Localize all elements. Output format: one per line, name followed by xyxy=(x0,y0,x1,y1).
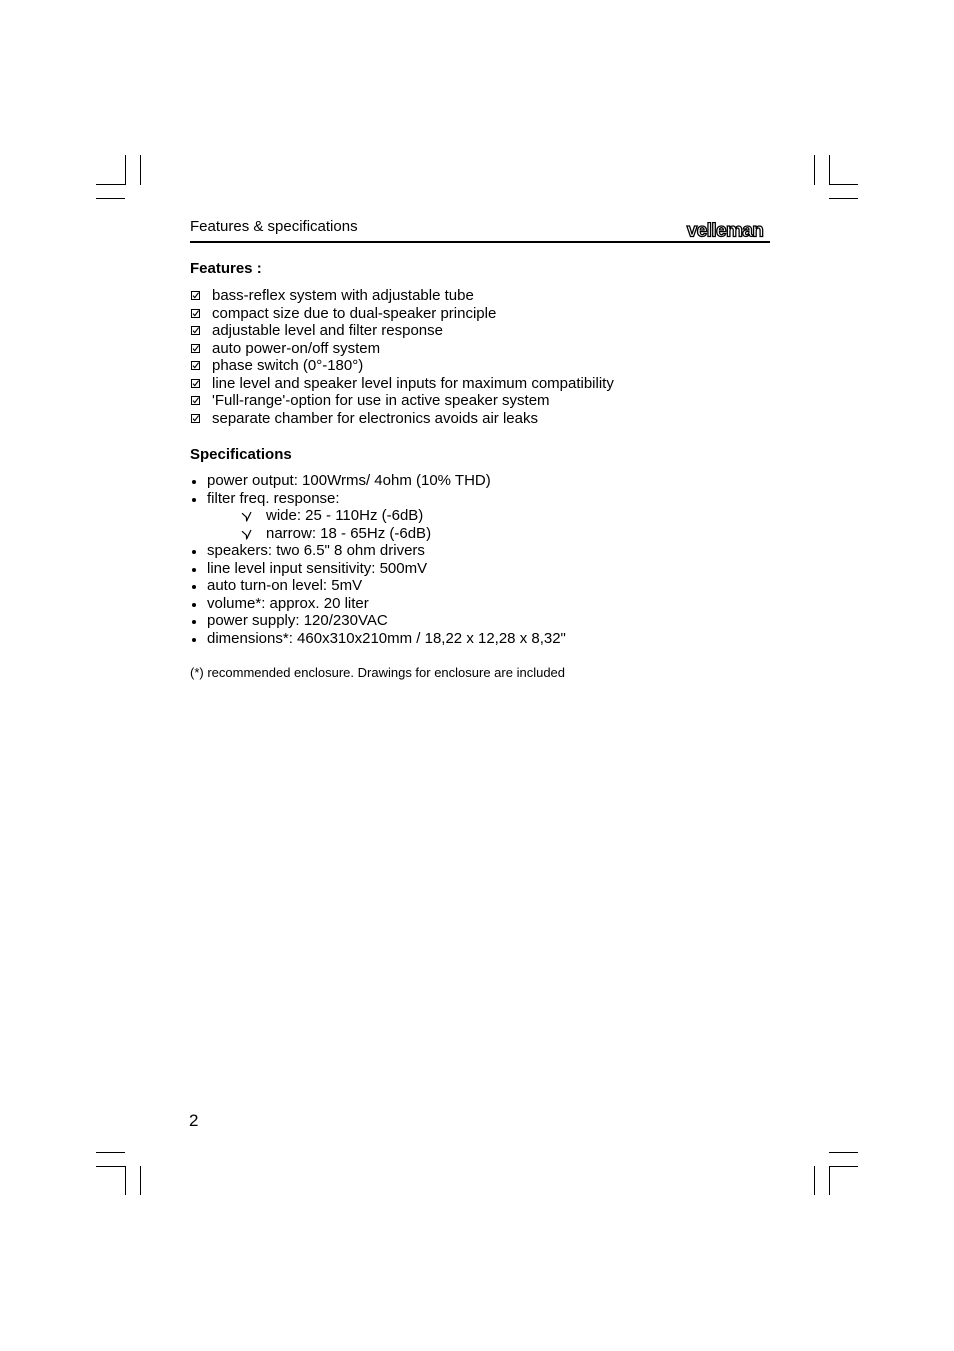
crop-mark xyxy=(125,155,126,185)
feature-text: compact size due to dual-speaker principle xyxy=(212,304,497,322)
feature-text: adjustable level and filter response xyxy=(212,322,443,339)
crop-mark xyxy=(829,1166,858,1167)
spec-line-input: line level input sensitivity: 500mV xyxy=(207,559,428,577)
crop-mark xyxy=(814,1166,815,1195)
crop-mark xyxy=(96,1166,125,1167)
spec-filter-wide: wide: 25 - 110Hz (-6dB) xyxy=(266,507,424,524)
page-number: 2 xyxy=(189,1111,199,1130)
feature-text: phase switch (0°-180°) xyxy=(212,357,364,374)
feature-text: separate chamber for electronics avoids air leaks xyxy=(212,409,538,427)
list-item xyxy=(190,357,614,375)
bullet-dot-icon xyxy=(192,585,196,589)
list-item xyxy=(190,375,614,393)
list-item xyxy=(190,340,614,358)
crop-mark xyxy=(96,1152,125,1153)
crop-mark xyxy=(829,184,858,185)
list-item xyxy=(190,577,566,595)
list-item xyxy=(190,287,614,305)
checkbox-checked-icon xyxy=(191,344,200,353)
spec-filter-response: filter freq. response: xyxy=(207,489,340,507)
crop-mark xyxy=(829,1166,830,1195)
list-item xyxy=(190,305,614,323)
crop-mark xyxy=(96,184,125,185)
bullet-dot-icon xyxy=(192,498,196,502)
spec-filter-narrow: narrow: 18 - 65Hz (-6dB) xyxy=(266,524,432,542)
checkbox-checked-icon xyxy=(191,291,200,300)
bullet-dot-icon xyxy=(192,480,196,484)
svg-text:velleman: velleman xyxy=(686,222,764,240)
bullet-dot-icon xyxy=(192,603,196,607)
list-item xyxy=(190,507,566,525)
list-item xyxy=(190,560,566,578)
spec-auto-turn-on: auto turn-on level: 5mV xyxy=(207,577,363,594)
specifications-list xyxy=(190,472,566,647)
list-item xyxy=(190,525,566,543)
arrow-check-icon xyxy=(241,511,252,522)
page-header-title: Features & specifications xyxy=(190,218,358,235)
list-item xyxy=(190,595,566,613)
list-item xyxy=(190,472,566,490)
arrow-check-icon xyxy=(241,529,252,540)
feature-text: 'Full-range'-option for use in active speaker system xyxy=(212,392,550,409)
crop-mark xyxy=(829,155,830,185)
list-item xyxy=(190,630,566,648)
crop-mark xyxy=(96,198,125,199)
spec-power-output: power output: 100Wrms/ 4ohm (10% THD) xyxy=(207,472,491,489)
spec-dimensions: dimensions*: 460x310x210mm / 18,22 x 12,28 x 8,32" xyxy=(207,629,566,647)
list-item xyxy=(190,542,566,560)
velleman-logo xyxy=(679,222,771,240)
checkbox-checked-icon xyxy=(191,396,200,405)
checkbox-checked-icon xyxy=(191,361,200,370)
features-heading: Features : xyxy=(190,260,262,277)
bullet-dot-icon xyxy=(192,550,196,554)
crop-mark xyxy=(125,1166,126,1195)
list-item xyxy=(190,322,614,340)
crop-mark xyxy=(140,155,141,185)
crop-mark xyxy=(140,1166,141,1195)
checkbox-checked-icon xyxy=(191,379,200,388)
list-item xyxy=(190,612,566,630)
crop-mark xyxy=(829,198,858,199)
feature-text: auto power-on/off system xyxy=(212,339,381,357)
footnote: (*) recommended enclosure. Drawings for enclosure are included xyxy=(190,665,566,680)
list-item xyxy=(190,410,614,428)
bullet-dot-icon xyxy=(192,568,196,572)
spec-speakers: speakers: two 6.5" 8 ohm drivers xyxy=(207,542,425,559)
list-item xyxy=(190,490,566,508)
bullet-dot-icon xyxy=(192,620,196,624)
specifications-heading: Specifications xyxy=(190,446,292,463)
checkbox-checked-icon xyxy=(191,414,200,423)
list-item xyxy=(190,392,614,410)
feature-text: bass-reflex system with adjustable tube xyxy=(212,287,474,304)
features-list xyxy=(190,287,614,427)
bullet-dot-icon xyxy=(192,638,196,642)
spec-power-supply: power supply: 120/230VAC xyxy=(207,612,388,629)
crop-mark xyxy=(829,1152,858,1153)
spec-volume: volume*: approx. 20 liter xyxy=(207,594,369,612)
feature-text: line level and speaker level inputs for maximum compatibility xyxy=(212,374,614,392)
checkbox-checked-icon xyxy=(191,309,200,318)
header-rule xyxy=(190,241,770,243)
crop-mark xyxy=(814,155,815,185)
checkbox-checked-icon xyxy=(191,326,200,335)
